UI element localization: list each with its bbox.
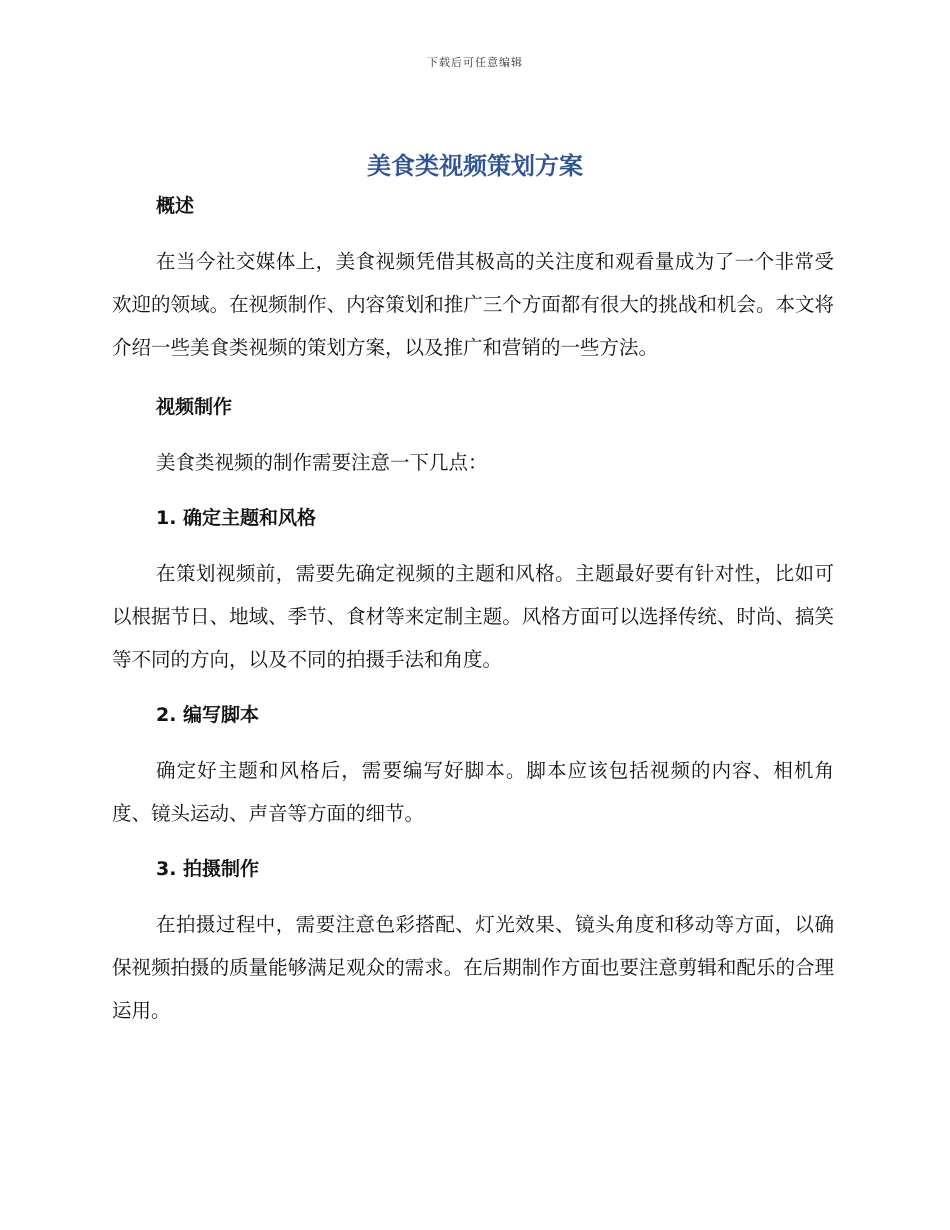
production-intro: 美食类视频的制作需要注意一下几点： (156, 451, 488, 474)
document-title: 美食类视频策划方案 (367, 152, 583, 180)
point2-paragraph: 确定好主题和风格后，需要编写好脚本。脚本应该包括视频的内容、相机角度、镜头运动、声音等方面的细节。 (112, 759, 834, 825)
point3-paragraph: 在拍摄过程中，需要注意色彩搭配、灯光效果、镜头角度和移动等方面，以确保视频拍摄的质量能够满足观众的需求。在后期制作方面也要注意剪辑和配乐的合理运用。 (112, 913, 834, 1022)
overview-heading: 概述 (156, 195, 195, 217)
overview-paragraph: 在当今社交媒体上，美食视频凭借其极高的关注度和观看量成为了一个非常受欢迎的领域。在视频制作、内容策划和推广三个方面都有很大的挑战和机会。本文将介绍一些美食类视频的策划方案，以及推广和营销的一些方法。 (112, 250, 834, 359)
point1-heading: 1. 确定主题和风格 (156, 507, 317, 529)
point2-heading: 2. 编写脚本 (156, 704, 260, 726)
point1-paragraph: 在策划视频前，需要先确定视频的主题和风格。主题最好要有针对性，比如可以根据节日、地域、季节、食材等来定制主题。风格方面可以选择传统、时尚、搞笑等不同的方向，以及不同的拍摄手法和角度。 (112, 562, 834, 671)
document-body (112, 190, 834, 1032)
point3-heading: 3. 拍摄制作 (156, 858, 260, 880)
header-note: 下载后可任意编辑 (427, 56, 523, 69)
production-heading: 视频制作 (156, 396, 233, 418)
